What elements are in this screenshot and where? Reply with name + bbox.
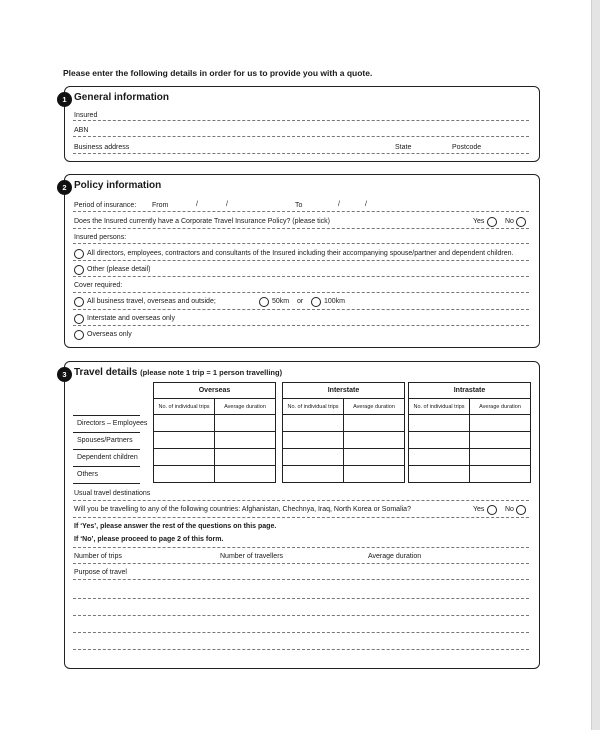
table-cell[interactable]	[344, 449, 405, 466]
purpose-of-travel-label: Purpose of travel	[74, 569, 127, 576]
section-title: Policy information	[74, 180, 162, 191]
table-cell[interactable]	[409, 449, 470, 466]
row-divider	[73, 415, 140, 416]
other-detail-field[interactable]	[73, 276, 529, 277]
overseas-only-radio[interactable]	[74, 330, 84, 340]
insured-persons-label: Insured persons:	[74, 234, 127, 241]
countries-yes-radio[interactable]	[487, 505, 497, 515]
table-cell[interactable]	[344, 415, 405, 432]
trips-field[interactable]	[73, 563, 529, 564]
divider	[73, 309, 529, 310]
purpose-line[interactable]	[73, 579, 529, 580]
overseas-only-label: Overseas only	[87, 331, 132, 338]
period-field[interactable]	[73, 211, 529, 212]
from-label: From	[152, 202, 169, 209]
divider	[73, 547, 529, 548]
divider	[73, 517, 529, 518]
row-divider	[73, 483, 140, 484]
divider	[73, 243, 529, 244]
table-cell[interactable]	[283, 466, 344, 483]
travel-details-title: Travel details	[74, 367, 138, 378]
table-cell[interactable]	[470, 466, 531, 483]
section-number-badge: 3	[57, 367, 72, 382]
overseas-table	[153, 382, 276, 483]
general-information-section	[64, 86, 540, 162]
interstate-overseas-radio[interactable]	[74, 314, 84, 324]
no-label: No	[505, 506, 514, 513]
countries-question: Will you be travelling to any of the following countries: Afghanistan, Chechnya, Iraq, North Korea or Somalia?	[74, 506, 411, 513]
50km-label: 50km	[272, 298, 290, 305]
table-cell[interactable]	[409, 466, 470, 483]
trips-col-header: No. of individual trips	[154, 399, 215, 415]
other-detail-label: Other (please detail)	[87, 266, 151, 273]
date-slash: /	[338, 201, 340, 208]
purpose-line[interactable]	[73, 632, 529, 633]
duration-col-header: Average duration	[470, 399, 531, 415]
overseas-header: Overseas	[154, 383, 276, 399]
or-label: or	[297, 298, 304, 305]
purpose-line[interactable]	[73, 598, 529, 599]
divider	[73, 228, 529, 229]
yes-label: Yes	[473, 506, 485, 513]
table-cell[interactable]	[154, 415, 215, 432]
yes-label: Yes	[473, 218, 485, 225]
table-cell[interactable]	[283, 432, 344, 449]
date-slash: /	[365, 201, 367, 208]
insured-label: Insured	[74, 112, 98, 119]
row-label-others: Others	[77, 471, 99, 478]
if-no-instruction: If ‘No’, please proceed to page 2 of this form.	[74, 536, 224, 543]
business-address-label: Business address	[74, 144, 130, 151]
table-cell[interactable]	[283, 415, 344, 432]
if-yes-instruction: If ‘Yes’, please answer the rest of the questions on this page.	[74, 523, 277, 530]
number-of-trips-label: Number of trips	[74, 553, 122, 560]
50km-radio[interactable]	[259, 297, 269, 307]
travel-details-note: (please note 1 trip = 1 person travelling)	[140, 368, 283, 377]
table-cell[interactable]	[215, 415, 276, 432]
row-divider	[73, 432, 140, 433]
number-of-travellers-label: Number of travellers	[220, 553, 284, 560]
100km-radio[interactable]	[311, 297, 321, 307]
policy-information-section	[64, 174, 540, 348]
abn-label: ABN	[74, 127, 89, 134]
cover-required-label: Cover required:	[74, 282, 123, 289]
section-title	[74, 367, 282, 378]
intrastate-table	[408, 382, 531, 483]
travel-details-section	[64, 361, 540, 669]
all-directors-label: All directors, employees, contractors and consultants of the Insured including their accompanying spouse/partner and dependent children.	[87, 250, 514, 257]
table-cell[interactable]	[470, 415, 531, 432]
other-detail-radio[interactable]	[74, 265, 84, 275]
table-cell[interactable]	[215, 449, 276, 466]
divider	[73, 292, 529, 293]
state-label: State	[395, 144, 412, 151]
row-label-dependent-children: Dependent children	[77, 454, 138, 461]
corporate-policy-question: Does the Insured currently have a Corporate Travel Insurance Policy? (please tick)	[74, 218, 331, 225]
interstate-overseas-label: Interstate and overseas only	[87, 315, 175, 322]
all-business-travel-label: All business travel, overseas and outside;	[87, 298, 216, 305]
postcode-label: Postcode	[452, 144, 482, 151]
duration-col-header: Average duration	[344, 399, 405, 415]
row-label-directors: Directors – Employees	[77, 420, 148, 427]
table-cell[interactable]	[409, 415, 470, 432]
row-divider	[73, 449, 140, 450]
section-title: General information	[74, 92, 170, 103]
duration-col-header: Average duration	[215, 399, 276, 415]
trips-col-header: No. of individual trips	[409, 399, 470, 415]
table-cell[interactable]	[154, 449, 215, 466]
table-cell[interactable]	[154, 466, 215, 483]
row-label-spouses: Spouses/Partners	[77, 437, 133, 444]
usual-destinations-field[interactable]	[73, 500, 529, 501]
countries-no-radio[interactable]	[516, 505, 526, 515]
interstate-header: Interstate	[283, 383, 405, 399]
table-cell[interactable]	[470, 449, 531, 466]
intrastate-header: Intrastate	[409, 383, 531, 399]
usual-destinations-label: Usual travel destinations	[74, 490, 151, 497]
table-cell[interactable]	[470, 432, 531, 449]
section-number-badge: 2	[57, 180, 72, 195]
purpose-line[interactable]	[73, 649, 529, 650]
interstate-table	[282, 382, 405, 483]
divider	[73, 325, 529, 326]
table-cell[interactable]	[409, 432, 470, 449]
date-slash: /	[226, 201, 228, 208]
table-cell[interactable]	[344, 466, 405, 483]
section-number-badge: 1	[57, 92, 72, 107]
insured-field[interactable]	[73, 120, 529, 121]
table-cell[interactable]	[283, 449, 344, 466]
abn-field[interactable]	[73, 136, 529, 137]
all-business-travel-radio[interactable]	[74, 297, 84, 307]
page-edge	[591, 0, 600, 730]
period-of-insurance-label: Period of insurance:	[74, 202, 137, 209]
table-cell[interactable]	[344, 432, 405, 449]
to-label: To	[295, 202, 303, 209]
corporate-yes-radio[interactable]	[487, 217, 497, 227]
average-duration-label: Average duration	[368, 553, 422, 560]
date-slash: /	[196, 201, 198, 208]
divider	[73, 260, 529, 261]
intro-text: Please enter the following details in order for us to provide you with a quote.	[63, 68, 373, 78]
purpose-line[interactable]	[73, 615, 529, 616]
trips-col-header: No. of individual trips	[283, 399, 344, 415]
table-cell[interactable]	[154, 432, 215, 449]
business-address-field[interactable]	[73, 153, 529, 154]
all-directors-radio[interactable]	[74, 249, 84, 259]
table-cell[interactable]	[215, 432, 276, 449]
100km-label: 100km	[324, 298, 346, 305]
row-divider	[73, 466, 140, 467]
corporate-no-radio[interactable]	[516, 217, 526, 227]
no-label: No	[505, 218, 514, 225]
table-cell[interactable]	[215, 466, 276, 483]
